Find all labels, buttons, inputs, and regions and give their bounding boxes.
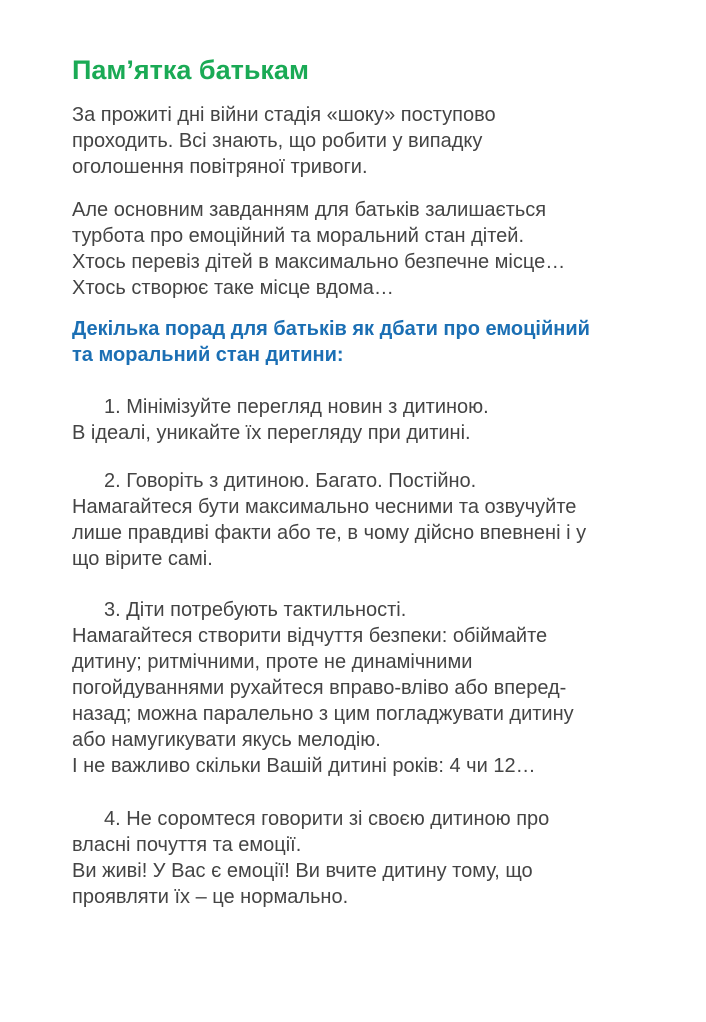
tip-line: назад; можна паралельно з цим погладжувати дитину: [72, 703, 574, 725]
tip-item-4: [72, 806, 549, 910]
intro-line: Хтось перевіз дітей в максимально безпечне місце…: [72, 251, 566, 273]
tip-line: дитину; ритмічними, проте не динамічними: [72, 651, 473, 673]
tip-line: В ідеалі, уникайте їх перегляду при дитині.: [72, 422, 471, 444]
intro-line: проходить. Всі знають, що робити у випадку: [72, 130, 483, 152]
intro-line: Хтось створює таке місце вдома…: [72, 277, 394, 299]
page-title: Пам’ятка батькам: [72, 55, 309, 85]
intro-line: За прожиті дні війни стадія «шоку» поступово: [72, 104, 496, 126]
tips-heading-line: та моральний стан дитини:: [72, 344, 344, 366]
tip-item-2: [72, 468, 586, 572]
tip-heading: 4. Не соромтеся говорити зі своєю дитиною про: [104, 808, 550, 830]
tip-item-1: [72, 394, 489, 446]
tip-line: І не важливо скільки Вашій дитині років: 4 чи 12…: [72, 755, 536, 777]
intro-line: Але основним завданням для батьків залишається: [72, 199, 547, 221]
intro-line: турбота про емоційний та моральний стан дітей.: [72, 225, 525, 247]
tips-heading: [72, 316, 590, 368]
tip-heading: 2. Говоріть з дитиною. Багато. Постійно.: [104, 470, 477, 492]
tip-line: що вірите самі.: [72, 548, 213, 570]
intro-line: оголошення повітряної тривоги.: [72, 156, 368, 178]
tip-line: власні почуття та емоції.: [72, 834, 302, 856]
tip-line: проявляти їх – це нормально.: [72, 886, 349, 908]
tip-line: або намугикувати якусь мелодію.: [72, 729, 381, 751]
intro-paragraph: [72, 102, 496, 180]
tip-heading: 3. Діти потребують тактильності.: [104, 599, 407, 621]
tip-line: Ви живі! У Вас є емоції! Ви вчите дитину тому, що: [72, 860, 533, 882]
tip-line: погойдуваннями рухайтеся вправо-вліво або вперед-: [72, 677, 567, 699]
tip-line: лише правдиві факти або те, в чому дійсно впевнені і у: [72, 522, 587, 544]
tip-item-3: [72, 597, 574, 779]
tip-line: Намагайтеся створити відчуття безпеки: обіймайте: [72, 625, 548, 647]
tips-heading-line: Декілька порад для батьків як дбати про емоційний: [72, 318, 590, 340]
intro-paragraph: [72, 197, 565, 301]
tip-heading: 1. Мінімізуйте перегляд новин з дитиною.: [104, 396, 489, 418]
tip-line: Намагайтеся бути максимально чесними та озвучуйте: [72, 496, 577, 518]
